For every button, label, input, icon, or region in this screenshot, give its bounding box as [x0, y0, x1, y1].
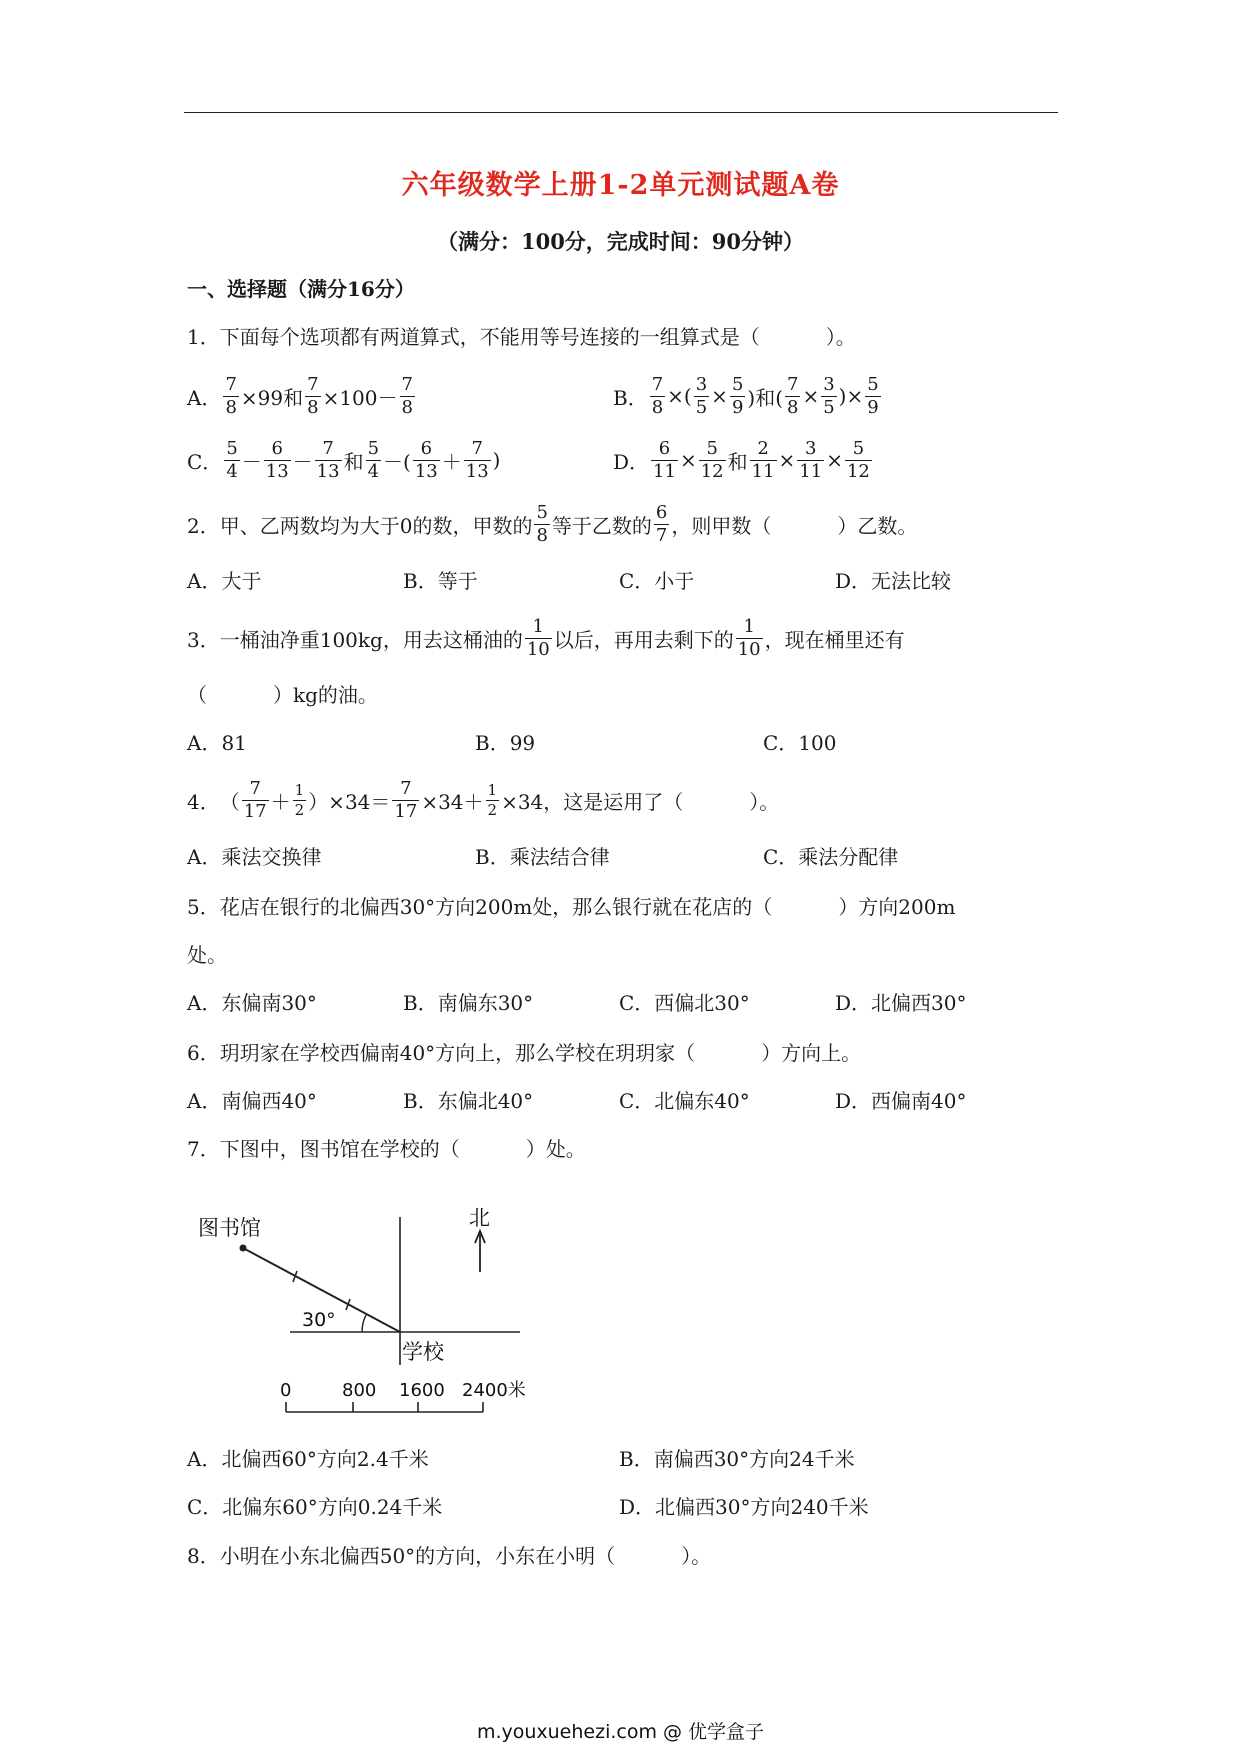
question-8-stem: 8．小明在小东北偏西50°的方向，小东在小明（ ）。 — [187, 1544, 712, 1568]
q1-option-d[interactable]: D． $\frac{6}{11}$ × $\frac{5}{12}$ 和 $\frac{2}{11}$ × $\frac{3}{11}$ × $\frac{5}{12}$ — [613, 437, 870, 482]
q1-stem-text: 1．下面每个选项都有两道算式，不能用等号连接的一组算式是（ — [187, 325, 760, 349]
fraction: 6 7 — [655, 501, 668, 546]
fraction: $\frac{2}{11}$ — [751, 437, 775, 482]
question-6-stem: 6．玥玥家在学校西偏南40°方向上，那么学校在玥玥家（ ）方向上。 — [187, 1041, 862, 1065]
top-rule — [184, 112, 1058, 113]
q5-option-a[interactable]: A．东偏南30° — [187, 991, 317, 1015]
question-5-stem: 5．花店在银行的北偏西30°方向200m处，那么银行就在花店的（ ）方向200m — [187, 895, 956, 919]
option-label: B． — [613, 385, 648, 410]
q7-option-c[interactable]: C．北偏东60°方向0.24千米 — [187, 1495, 443, 1519]
direction-diagram — [190, 1195, 540, 1420]
page-footer: m.youxuehezi.com @ 优学盒子 — [476, 1721, 765, 1743]
fraction: $\frac{3}{5}$ — [695, 373, 708, 418]
option-label: A． — [187, 385, 222, 410]
q4-option-a[interactable]: A．乘法交换律 — [187, 845, 322, 869]
fraction: 7 13 — [316, 437, 340, 482]
q6-option-b[interactable]: B．东偏北40° — [403, 1089, 534, 1113]
q4-option-b[interactable]: B．乘法结合律 — [475, 845, 610, 869]
fraction: 5 4 — [367, 437, 380, 482]
fraction: 1 2 — [294, 780, 305, 819]
scale-label: 2400米 — [462, 1380, 526, 1401]
fraction: $\frac{7}{8}$ — [651, 373, 664, 418]
page-title: 六年级数学上册1-2单元测试题A卷 — [401, 170, 840, 201]
scale-label: 800 — [342, 1380, 377, 1401]
q7-option-b[interactable]: B．南偏西30°方向24千米 — [619, 1447, 855, 1471]
q1-option-b[interactable]: B． $\frac{7}{8}$ ×( $\frac{3}{5}$ × $\frac{5}{9}$ )和( $\frac{7}{8}$ × $\frac{3}{5}$ )× $\frac{5}{9}$ — [613, 373, 879, 418]
fraction: $\frac{5}{9}$ — [731, 373, 744, 418]
scale-label: 0 — [280, 1380, 292, 1401]
option-label: D． — [613, 449, 650, 474]
fraction: 7 17 — [243, 777, 267, 822]
fraction: $\frac{7}{8}$ — [787, 373, 799, 418]
q5-option-c[interactable]: C．西偏北30° — [619, 991, 750, 1015]
q7-option-d[interactable]: D．北偏西30°方向240千米 — [619, 1495, 869, 1519]
question-4-stem: 4． （ 7 17 ＋ 1 2 ）×34＝ $\frac{7}{17}$ ×34＋ $\frac{1}{2}$ ×34，这是运用了（ ）。 — [187, 777, 780, 822]
q5-option-b[interactable]: B．南偏东30° — [403, 991, 534, 1015]
q1-option-c[interactable]: C． 5 4 － 6 13 － 7 13 和 5 4 －( 6 13 ＋ 7 13 ) — [187, 437, 501, 482]
q2-option-a[interactable]: A．大于 — [187, 569, 262, 593]
fraction: 1 10 — [526, 615, 550, 660]
q2-option-c[interactable]: C．小于 — [619, 569, 695, 593]
fraction: $\frac{7}{8}$ — [225, 373, 237, 418]
q6-option-c[interactable]: C．北偏东40° — [619, 1089, 750, 1113]
fraction: 7 8 — [401, 373, 413, 418]
question-2-stem: 2．甲、乙两数均为大于0的数，甲数的 5 8 等于乙数的 6 7 ，则甲数（ ）乙数。 — [187, 501, 918, 546]
fraction: $\frac{3}{5}$ — [823, 373, 835, 418]
q2-option-d[interactable]: D．无法比较 — [835, 569, 952, 593]
q3-option-b[interactable]: B．99 — [475, 731, 536, 755]
question-5-line2: 处。 — [187, 943, 227, 967]
fraction: 5 4 — [226, 437, 238, 482]
fraction: $\frac{3}{11}$ — [799, 437, 823, 482]
angle-label: 30° — [302, 1309, 336, 1331]
fraction: $\frac{7}{17}$ — [394, 777, 418, 822]
question-3-stem: 3．一桶油净重100kg，用去这桶油的 1 10 以后，再用去剩下的 1 10 ，现在桶里还有 — [187, 615, 905, 660]
scale-label: 1600 — [399, 1380, 445, 1401]
library-label: 图书馆 — [198, 1216, 261, 1240]
fraction: $\frac{6}{11}$ — [653, 437, 676, 482]
q2-option-b[interactable]: B．等于 — [403, 569, 478, 593]
q3-option-c[interactable]: C．100 — [763, 731, 837, 755]
fraction: $\frac{7}{8}$ — [307, 373, 319, 418]
q6-option-d[interactable]: D．西偏南40° — [835, 1089, 967, 1113]
north-label: 北 — [469, 1206, 490, 1230]
q4-option-c[interactable]: C．乘法分配律 — [763, 845, 899, 869]
fraction: $\frac{1}{2}$ — [487, 780, 498, 819]
school-label: 学校 — [402, 1340, 444, 1364]
question-3-line2: （ ）kg的油。 — [187, 683, 378, 707]
fraction: 7 13 — [465, 437, 489, 482]
library-point — [240, 1245, 247, 1252]
question-7-stem: 7．下图中，图书馆在学校的（ ）处。 — [187, 1137, 586, 1161]
angle-arc — [362, 1315, 366, 1332]
fraction: 1 10 — [737, 615, 761, 660]
q1-stem-end: ）。 — [825, 325, 856, 349]
fraction: $\frac{5}{9}$ — [867, 373, 879, 418]
q5-option-d[interactable]: D．北偏西30° — [835, 991, 967, 1015]
option-label: C． — [187, 449, 223, 474]
page-subtitle: （满分：100分，完成时间：90分钟） — [436, 229, 805, 254]
question-1-stem — [187, 322, 856, 352]
q3-option-a[interactable]: A．81 — [187, 731, 247, 755]
section-heading: 一、选择题（满分16分） — [187, 277, 415, 301]
q7-option-a[interactable]: A．北偏西60°方向2.4千米 — [187, 1447, 429, 1471]
q1-option-a[interactable]: A． $\frac{7}{8}$ ×99和 $\frac{7}{8}$ ×100－ 7 8 — [187, 373, 413, 418]
fraction: 5 8 — [536, 501, 548, 546]
fraction: 6 13 — [265, 437, 289, 482]
fraction: 6 13 — [414, 437, 438, 482]
fraction: $\frac{5}{12}$ — [700, 437, 724, 482]
q6-option-a[interactable]: A．南偏西40° — [187, 1089, 317, 1113]
fraction: $\frac{5}{12}$ — [846, 437, 870, 482]
